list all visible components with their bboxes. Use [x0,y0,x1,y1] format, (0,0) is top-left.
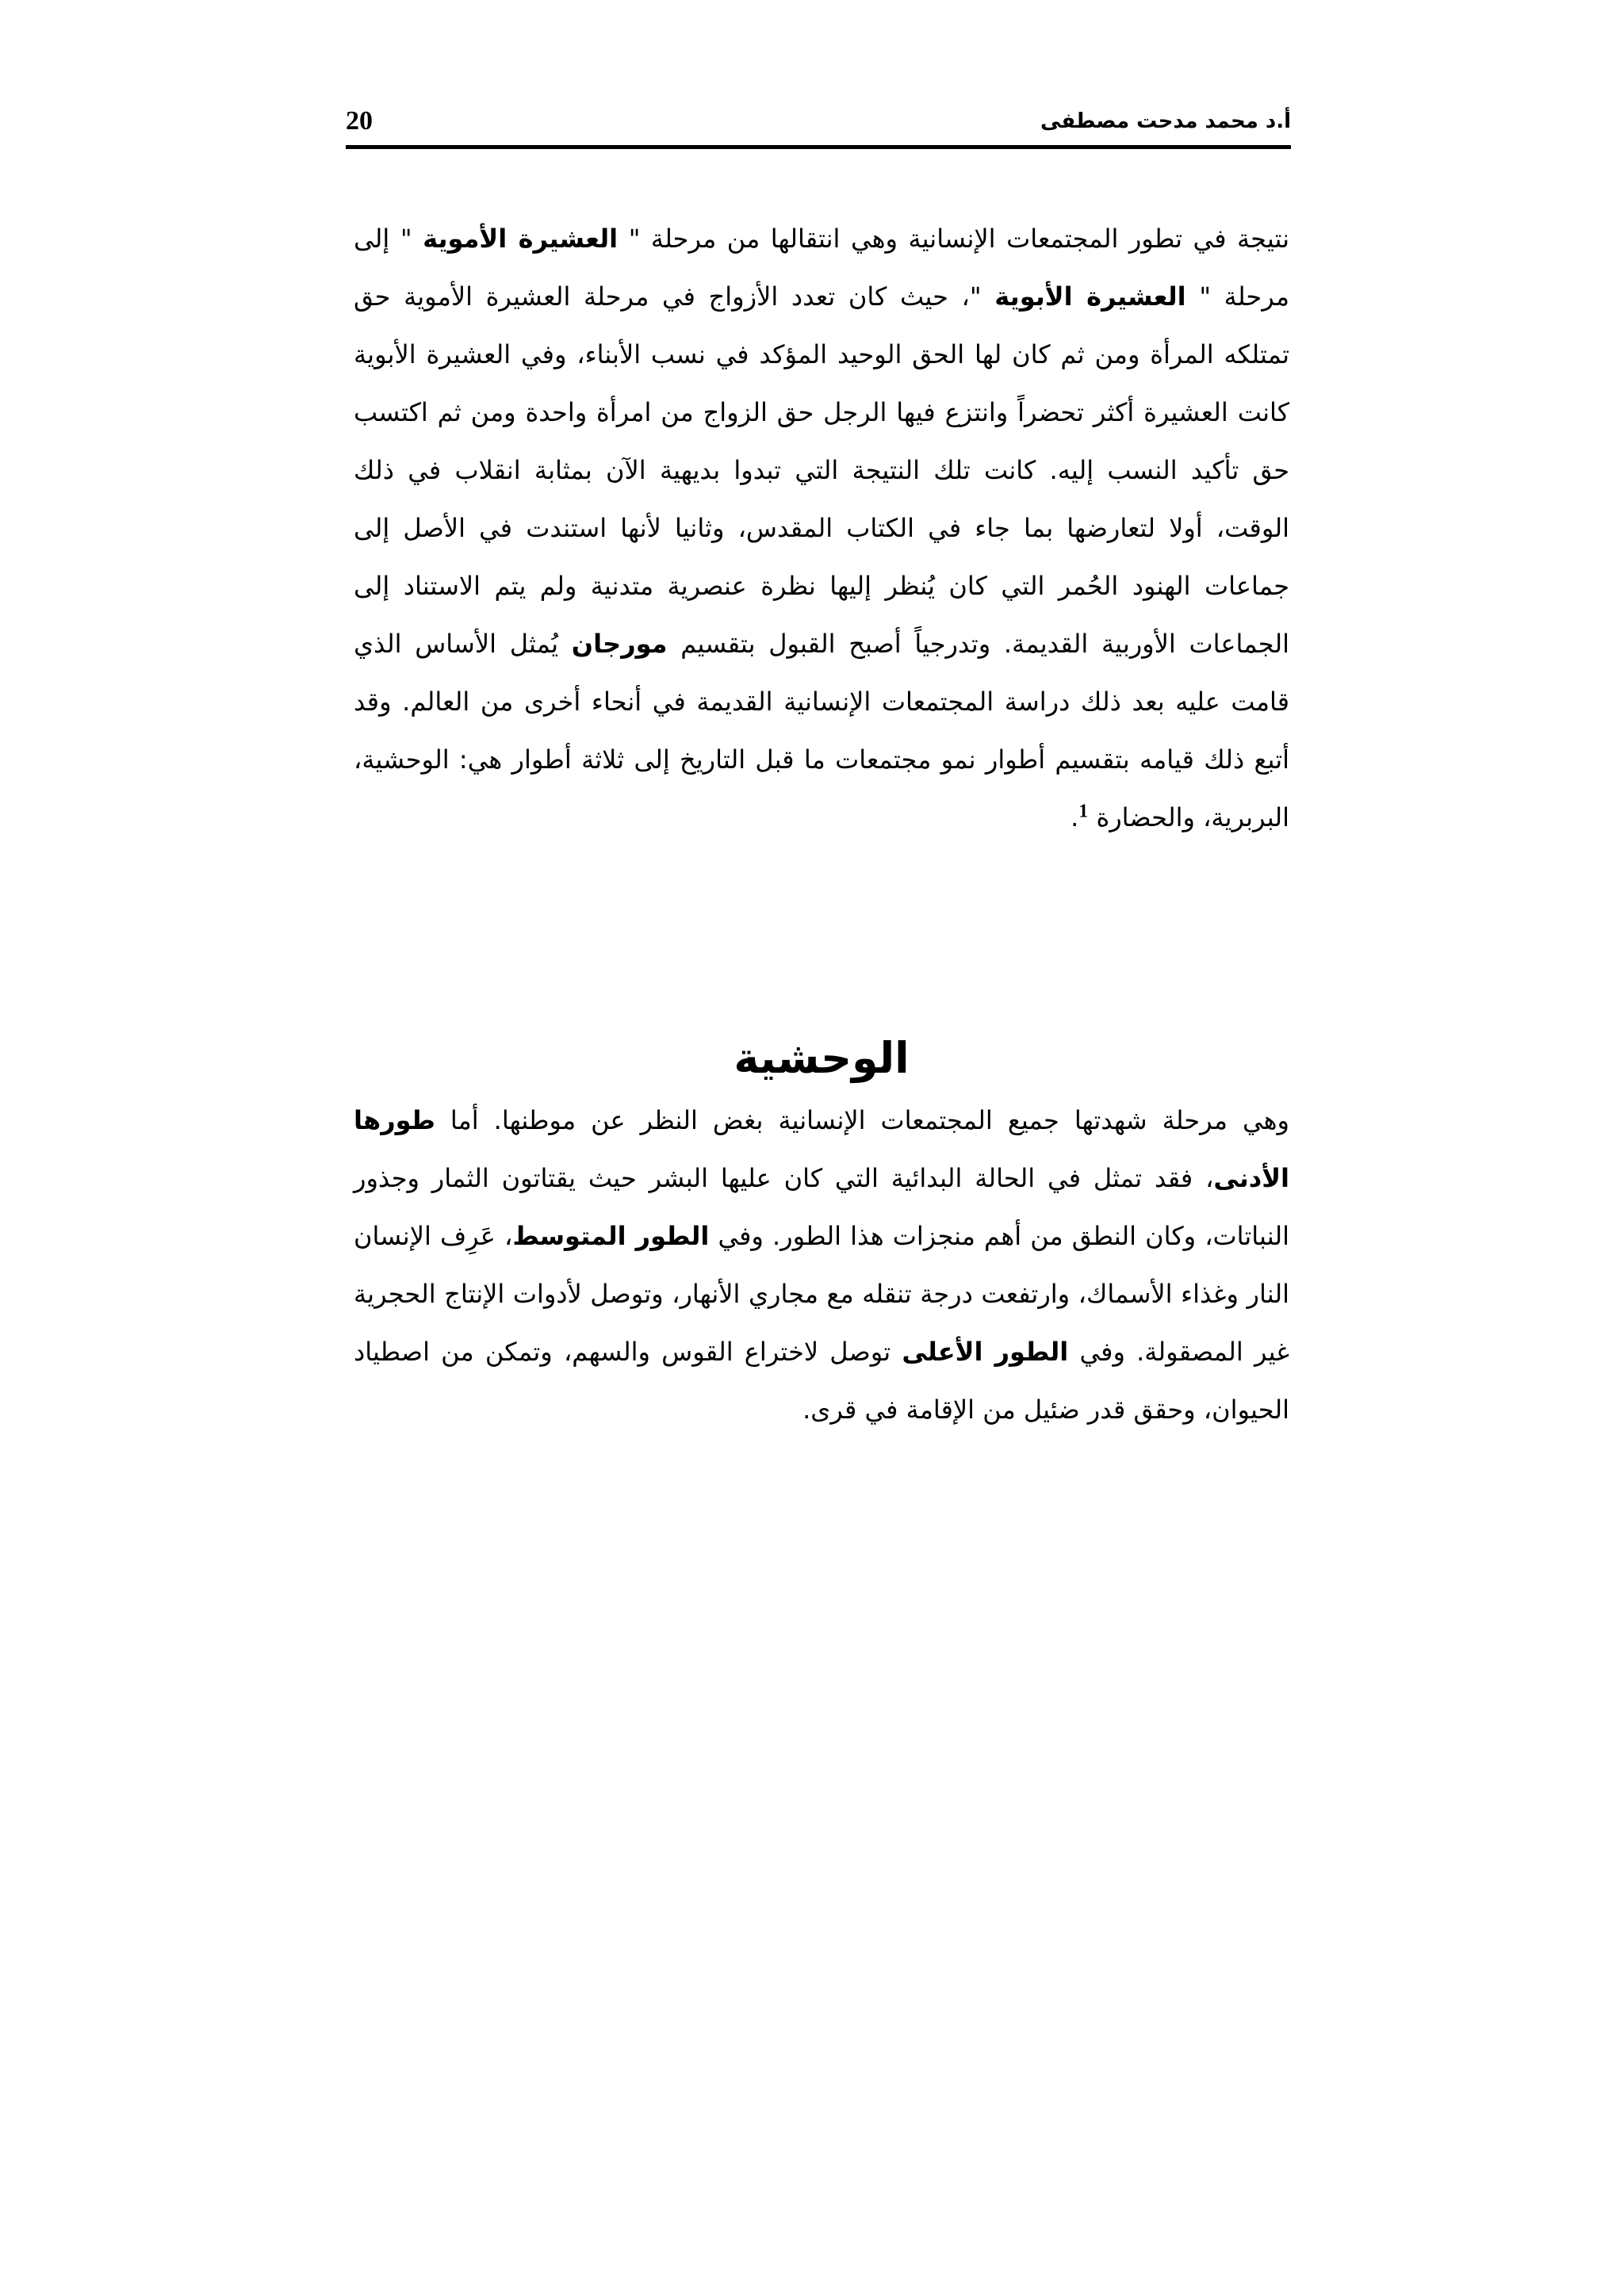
page-number: 20 [346,106,373,136]
text-run: . [1071,802,1079,832]
page-header [346,103,1291,151]
text-run: توصل لاختراع القوس والسهم، وتمكن من اصطياد الحيوان، وحقق قدر ضئيل من الإقامة في قرى. [354,1337,1289,1425]
text-run: ، فقد تمثل في الحالة البدائية التي كان عليها البشر حيث يقتاتون الثمار وجذور النباتات، وكان النطق من أهم منجزات هذا الطور. وفي [354,1163,1290,1251]
text-run: ، عَرِف الإنسان النار وغذاء الأسماك، وارتفعت درجة تنقله مع مجاري الأنهار، وتوصل لأدوات الإنتاج الحجرية غير المصقولة. وفي [354,1221,1290,1367]
text-run: " إلى مرحلة " [354,224,1290,312]
bold-term-morgan: مورجان [571,629,668,659]
footnote-reference: 1 [1078,801,1089,822]
bold-term-lower-stage: طورها الأدنى [354,1105,1289,1193]
running-head-author: أ.د محمد مدحت مصطفى [1040,109,1291,133]
bold-term-patrilineal-clan: العشيرة الأبوية [994,281,1186,312]
text-run: وهي مرحلة شهدتها جميع المجتمعات الإنسانية بغض النظر عن موطنها. أما [450,1105,1290,1135]
body-paragraph-2 [354,1092,1289,1439]
bold-term-matrilineal-clan: العشيرة الأموية [423,224,619,254]
text-run: يُمثل الأساس الذي قامت عليه بعد ذلك دراسة المجتمعات الإنسانية القديمة في أنحاء أخرى من العالم. وقد أتبع ذلك قيامه بتقسيم أطوار نمو مجتمعات ما قبل التاريخ إلى ثلاثة أطوار هي: الوحشية، البربرية، والحضارة [354,629,1289,832]
body-paragraph-1 [354,210,1289,847]
text-run: "، حيث كان تعدد الأزواج في مرحلة العشيرة الأموية حق تمتلكه المرأة ومن ثم كان لها الحق الوحيد المؤكد في نسب الأبناء، وفي العشيرة الأبوية كانت العشيرة أكثر تحضراً وانتزع فيها الرجل حق الزواج من امرأة واحدة ومن ثم اكتسب حق تأكيد النسب إليه. كانت تلك النتيجة التي تبدوا بديهية الآن بمثابة انقلاب في ذلك الوقت، أولا لتعارضها بما جاء في الكتاب المقدس، وثانيا لأنها استندت في الأصل إلى جماعات الهنود الحُمر التي كان يُنظر إليها نظرة عنصرية متدنية ولم يتم الاستناد إلى الجماعات الأوربية القديمة. وتدرجياً أصبح القبول بتقسيم [354,281,1290,659]
text-run: نتيجة في تطور المجتمعات الإنسانية وهي انتقالها من مرحلة " [628,224,1290,254]
bold-term-middle-stage: الطور المتوسط [512,1221,710,1251]
bold-term-upper-stage: الطور الأعلى [902,1337,1069,1367]
section-heading: الوحشية [733,1033,910,1083]
header-rule [346,145,1291,149]
